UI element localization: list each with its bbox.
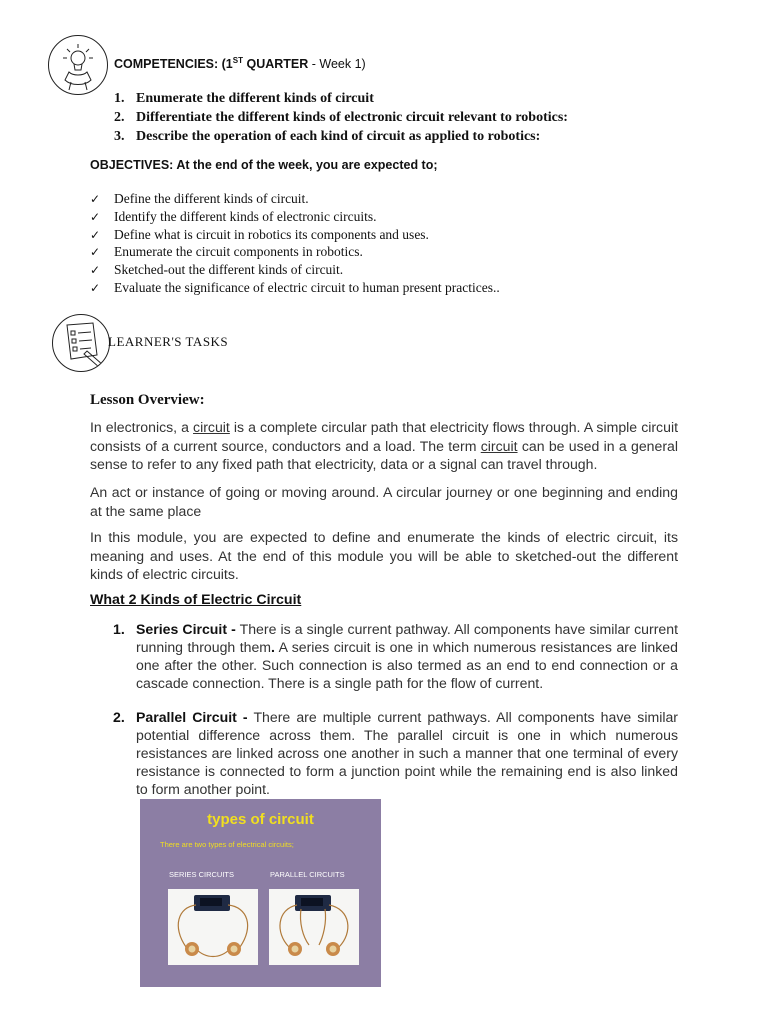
lesson-paragraph-2: An act or instance of going or moving around. A circular journey or one beginning and ending at the same place — [90, 484, 678, 519]
checkmark-icon: ✓ — [90, 280, 101, 295]
checkmark-icon: ✓ — [90, 245, 101, 260]
series-circuit-photo — [168, 889, 258, 965]
slide-title: types of circuit — [207, 811, 314, 828]
competency-text: Differentiate the different kinds of electronic circuit relevant to robotics: — [136, 110, 568, 125]
objective-text: Evaluate the significance of electric circuit to human present practices.. — [114, 279, 500, 295]
parallel-circuits-label: PARALLEL CIRCUITS — [270, 870, 345, 879]
parallel-circuit-photo — [269, 889, 359, 965]
competency-text: Describe the operation of each kind of circuit as applied to robotics: — [136, 129, 541, 144]
objective-text: Identify the different kinds of electronic circuits. — [114, 208, 377, 224]
competencies-list — [114, 89, 568, 146]
learners-tasks-heading: LEARNER'S TASKS — [108, 334, 229, 349]
paragraph-text: is a complete circular path that electricity flows through. A simple circuit consists of a current source, conductors and a load. The term — [90, 419, 678, 454]
checkmark-icon: ✓ — [90, 227, 101, 242]
kinds-heading: What 2 Kinds of Electric Circuit — [90, 592, 302, 608]
competencies-heading-mid: QUARTER — [243, 57, 309, 72]
competency-item — [114, 89, 568, 108]
series-circuit-label: Series Circuit - — [136, 621, 236, 637]
parallel-circuit-item — [113, 708, 678, 798]
competency-item — [114, 127, 568, 146]
objective-item — [90, 226, 500, 244]
checkmark-icon: ✓ — [90, 209, 101, 224]
item-text: There are multiple current pathways. All components have similar potential difference across them. The parallel circuit is one in which numerous resistances are linked across one another in such a manner that one terminal of every resistance is connected to form a junction point while the remaining end is also linked to form another point. — [136, 709, 679, 797]
lesson-overview-title: Lesson Overview: — [90, 392, 205, 408]
objective-item — [90, 190, 500, 208]
objective-item — [90, 208, 500, 226]
objectives-list — [90, 190, 500, 297]
item-number: 1. — [113, 621, 125, 637]
competencies-heading-week: - Week 1) — [308, 57, 366, 72]
item-period: . — [271, 639, 275, 655]
competencies-heading-prefix: COMPETENCIES: (1 — [114, 57, 233, 72]
paragraph-text: In electronics, a — [90, 419, 194, 435]
objective-text: Sketched-out the different kinds of circuit. — [114, 262, 344, 278]
checkmark-icon: ✓ — [90, 263, 101, 278]
circuit-types-slide — [140, 799, 381, 987]
objective-text: Define what is circuit in robotics its components and uses. — [114, 226, 429, 242]
lesson-paragraph-3: In this module, you are expected to define and enumerate the kinds of electric circuit, its meaning and uses. At the end of this module you will be able to sketched-out the different kinds of electric circuits. — [90, 529, 678, 583]
item-text: There is a single current pathway. All components have similar current running through them — [136, 621, 678, 655]
competency-item — [114, 108, 568, 127]
competencies-heading-sup: ST — [232, 56, 243, 65]
competency-number: 3. — [114, 129, 125, 144]
lesson-paragraph-1 — [90, 418, 678, 474]
objective-item — [90, 261, 500, 279]
competencies-heading — [114, 56, 366, 71]
item-text: A series circuit is one in which numerous resistances are linked one after the other. Such connection is also termed as an end to end connection or a cascade connection. There is a single path for the flow of current. — [136, 639, 678, 691]
competency-number: 2. — [114, 110, 125, 125]
objective-item — [90, 243, 500, 261]
competency-text: Enumerate the different kinds of circuit — [136, 91, 374, 106]
paragraph-text: can be used in a general sense to refer to any fixed path that electricity, data or a signal can travel through. — [90, 437, 679, 473]
parallel-circuit-label: Parallel Circuit - — [136, 709, 248, 725]
objective-text: Enumerate the circuit components in robotics. — [114, 244, 363, 260]
writing-paper-icon — [52, 314, 110, 372]
objective-item — [90, 279, 500, 297]
series-circuit-item — [113, 620, 678, 692]
item-number: 2. — [113, 709, 125, 725]
slide-subtitle: There are two types of electrical circuits; — [160, 840, 294, 849]
objectives-heading: OBJECTIVES: At the end of the week, you are expected to; — [90, 158, 438, 172]
series-circuits-label: SERIES CIRCUITS — [169, 870, 235, 879]
circuit-term: circuit — [193, 419, 230, 435]
checkmark-icon: ✓ — [90, 192, 101, 206]
lightbulb-icon — [48, 35, 108, 95]
objective-text: Define the different kinds of circuit. — [114, 191, 309, 206]
circuit-term: circuit — [480, 437, 518, 454]
competency-number: 1. — [114, 91, 125, 106]
